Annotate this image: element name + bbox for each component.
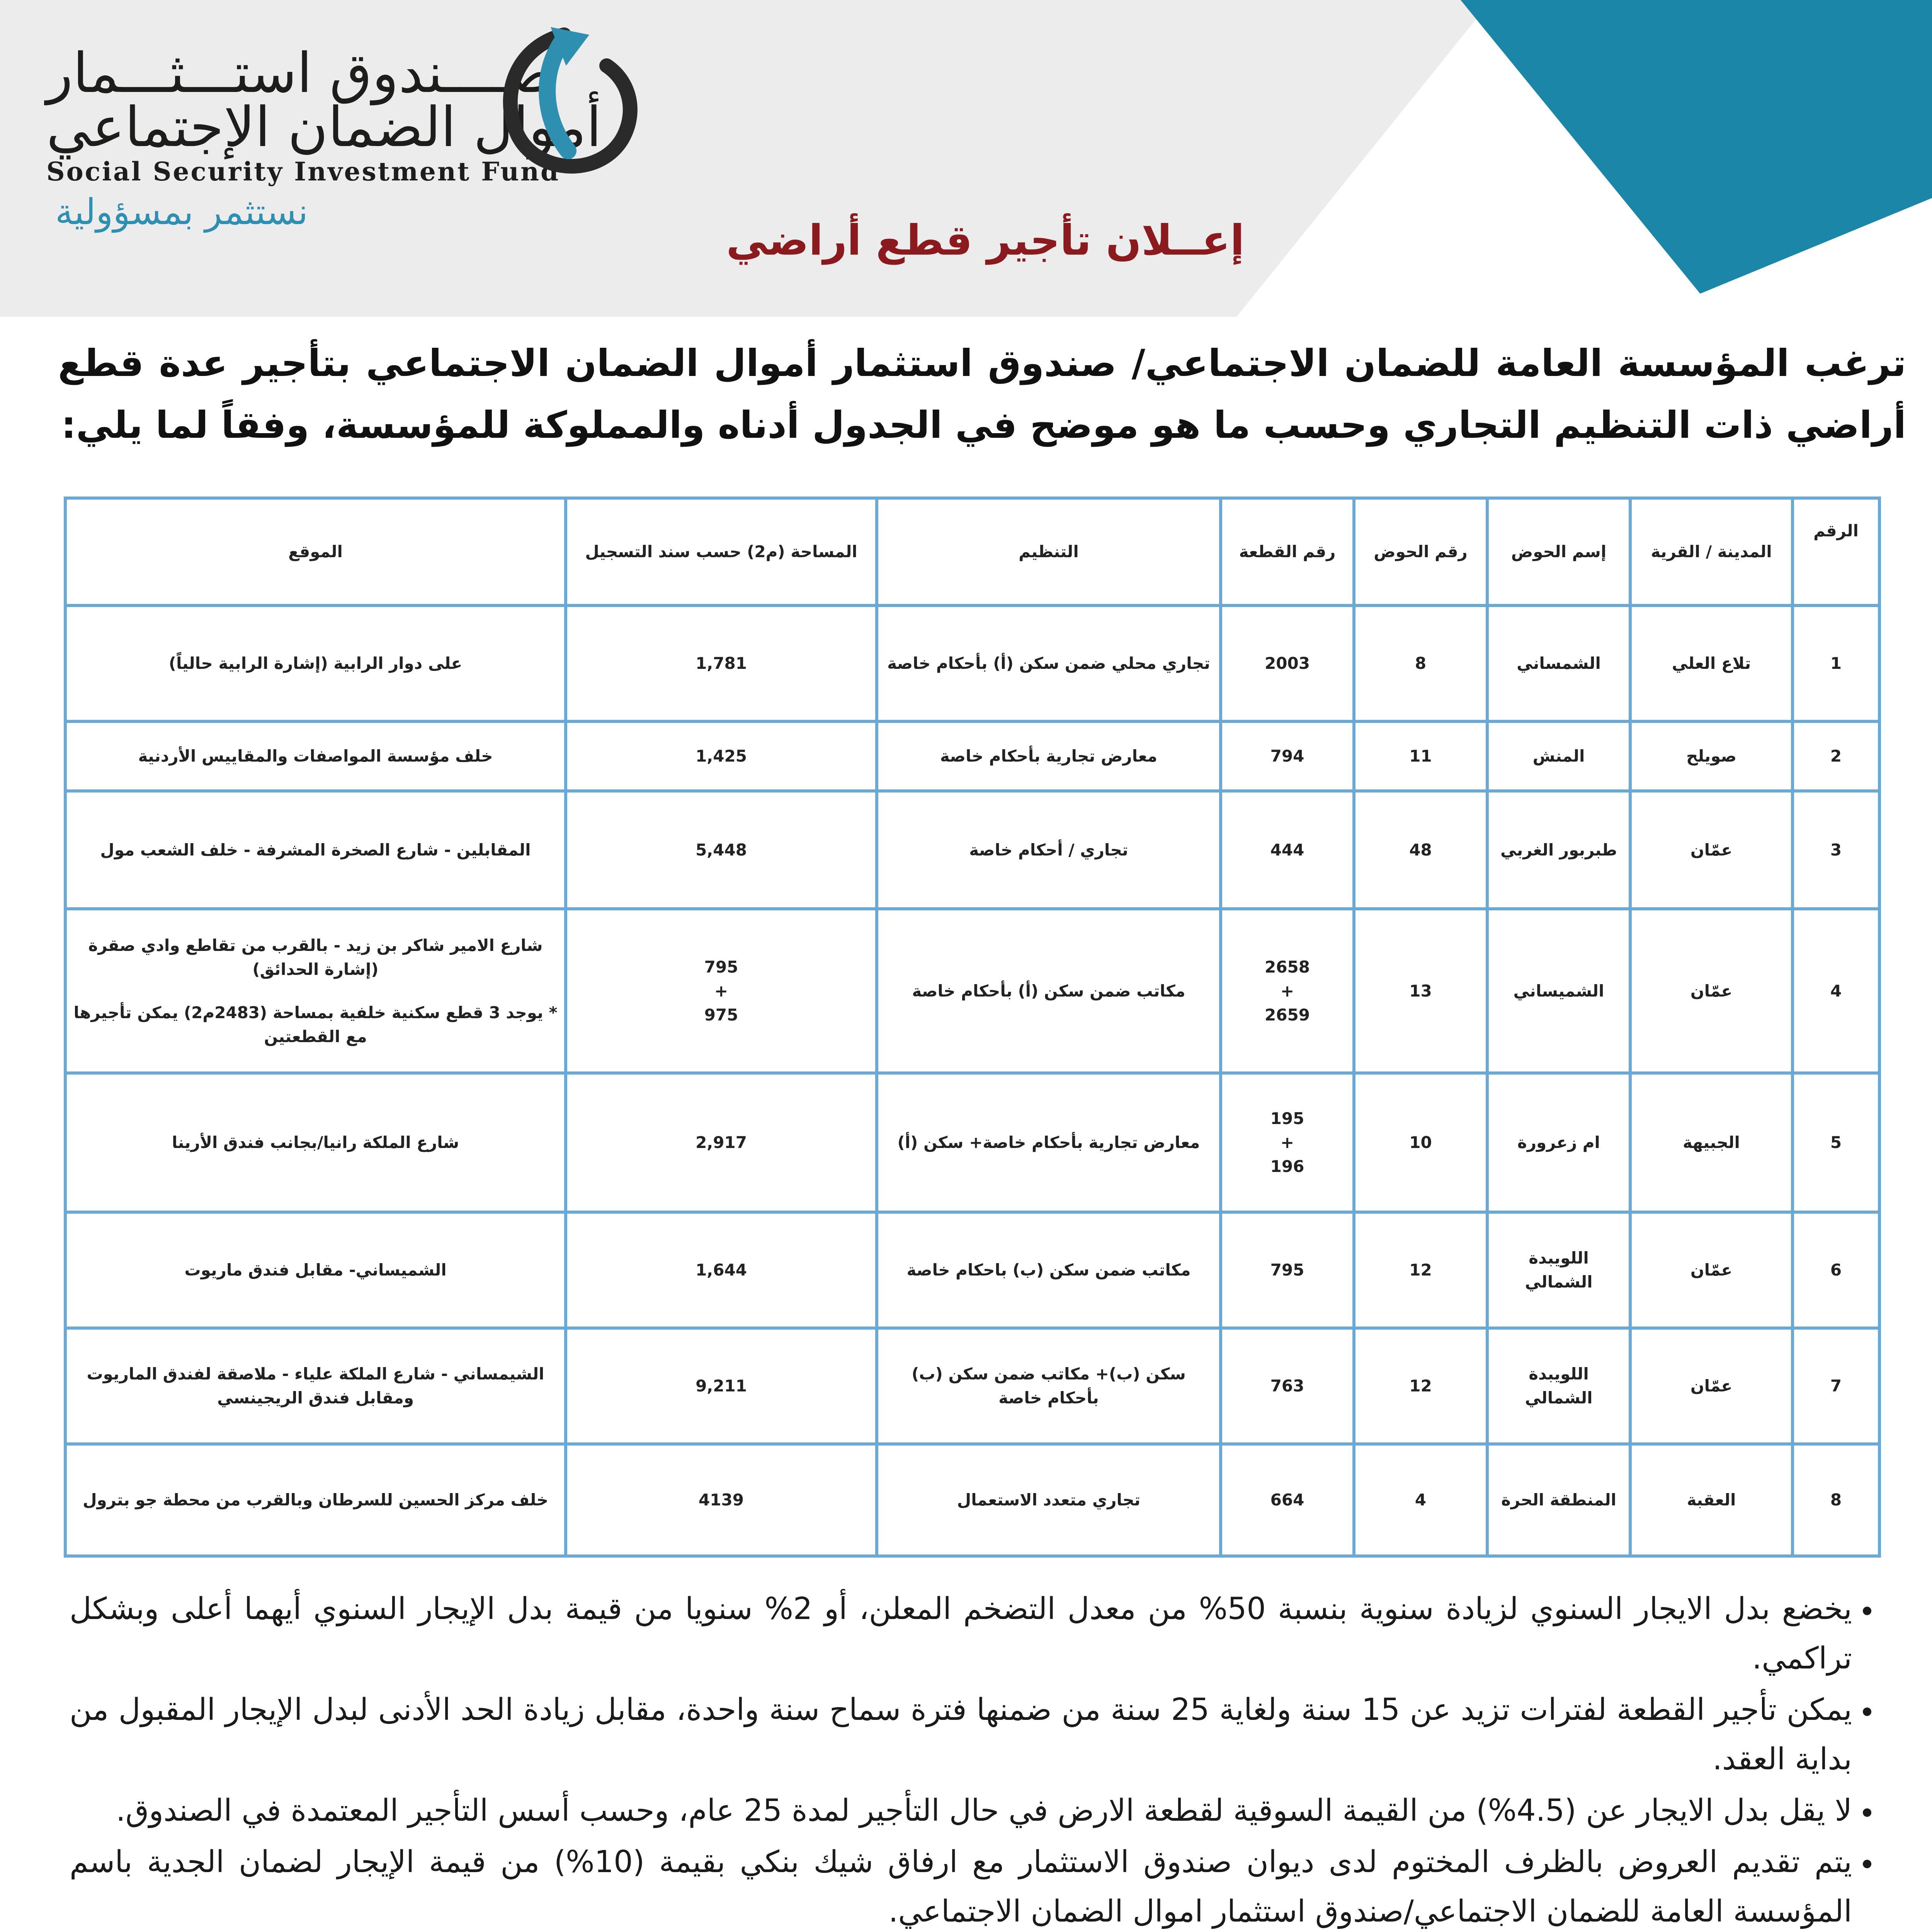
cell-location: خلف مركز الحسين للسرطان وبالقرب من محطة جو بترول <box>65 1444 566 1556</box>
cell-area <box>566 909 877 1073</box>
cell-area: 1,644 <box>566 1212 877 1328</box>
cell-basin-number: 8 <box>1354 605 1487 721</box>
location-main: شارع الامير شاكر بن زيد - بالقرب من تقاطع وادي صقرة (إشارة الحدائق) <box>88 935 543 979</box>
conditions-list <box>70 1584 1898 1932</box>
plot-number-b: 196 <box>1270 1157 1304 1176</box>
cell-basin-number: 4 <box>1354 1444 1487 1556</box>
table-row <box>65 1328 1879 1444</box>
cell-basin-number: 48 <box>1354 791 1487 909</box>
cell-number: 5 <box>1793 1073 1879 1212</box>
cell-city: عمّان <box>1630 791 1793 909</box>
cell-zoning: معارض تجارية بأحكام خاصة <box>877 721 1221 791</box>
cell-city: عمّان <box>1630 909 1793 1073</box>
cell-area: 9,211 <box>566 1328 877 1444</box>
cell-zoning: تجاري متعدد الاستعمال <box>877 1444 1221 1556</box>
table-row <box>65 909 1879 1073</box>
table-row <box>65 605 1879 721</box>
land-plots-table <box>64 497 1881 1558</box>
cell-basin-number: 12 <box>1354 1212 1487 1328</box>
cell-zoning: سكن (ب)+ مكاتب ضمن سكن (ب) بأحكام خاصة <box>877 1328 1221 1444</box>
cell-plot-number: 763 <box>1221 1328 1354 1444</box>
logo-english-name: Social Security Investment Fund <box>46 156 560 187</box>
cell-city: الجبيهة <box>1630 1073 1793 1212</box>
cell-area: 5,448 <box>566 791 877 909</box>
plot-number-plus: + <box>1280 1133 1294 1152</box>
table-row <box>65 791 1879 909</box>
cell-city: عمّان <box>1630 1212 1793 1328</box>
intro-paragraph: ترغب المؤسسة العامة للضمان الاجتماعي/ صندوق استثمار أموال الضمان الاجتماعي بتأجير عدة قطع أراضي ذات التنظيم التجاري وحسب ما هو موضح في الجدول أدناه والمملوكة للمؤسسة، وفقاً لما يلي: <box>58 342 1906 447</box>
plot-number-plus: + <box>1280 981 1294 1000</box>
cell-area: 1,425 <box>566 721 877 791</box>
cell-number: 6 <box>1793 1212 1879 1328</box>
header-cell: رقم الحوض <box>1354 498 1487 605</box>
header-cell: الرقم <box>1793 498 1879 605</box>
cell-number: 4 <box>1793 909 1879 1073</box>
cell-plot-number <box>1221 1073 1354 1212</box>
area-a: 795 <box>704 957 738 976</box>
plot-number-b: 2659 <box>1265 1005 1310 1024</box>
cell-number: 1 <box>1793 605 1879 721</box>
cell-basin-name: الشمساني <box>1487 605 1630 721</box>
area-plus: + <box>714 981 728 1000</box>
cell-zoning: تجاري محلي ضمن سكن (أ) بأحكام خاصة <box>877 605 1221 721</box>
cell-basin-number: 13 <box>1354 909 1487 1073</box>
cell-plot-number: 795 <box>1221 1212 1354 1328</box>
cell-plot-number: 444 <box>1221 791 1354 909</box>
cell-city: تلاع العلي <box>1630 605 1793 721</box>
cell-location <box>65 909 566 1073</box>
table-header-row <box>65 498 1879 605</box>
cell-location: الشيمساني - شارع الملكة علياء - ملاصقة لفندق الماريوت ومقابل فندق الريجينسي <box>65 1328 566 1444</box>
table-row <box>65 1073 1879 1212</box>
cell-basin-name: الشميساني <box>1487 909 1630 1073</box>
cell-number: 2 <box>1793 721 1879 791</box>
area-b: 975 <box>704 1005 738 1024</box>
cell-location: شارع الملكة رانيا/بجانب فندق الأرينا <box>65 1073 566 1212</box>
cell-area: 2,917 <box>566 1073 877 1212</box>
cell-location: على دوار الرابية (إشارة الرابية حالياً) <box>65 605 566 721</box>
cell-basin-name: اللويبدة الشمالي <box>1487 1212 1630 1328</box>
location-note: * يوجد 3 قطع سكنية خلفية بمساحة (2483م2) يمكن تأجيرها مع القطعتين <box>73 1003 558 1046</box>
cell-basin-name: المنش <box>1487 721 1630 791</box>
cell-basin-name: طبربور الغربي <box>1487 791 1630 909</box>
logo-arabic-line-1: صــــندوق استـــثـــمار <box>46 41 555 105</box>
header-cell: التنظيم <box>877 498 1221 605</box>
header-cell: المدينة / القرية <box>1630 498 1793 605</box>
cell-zoning: تجاري / أحكام خاصة <box>877 791 1221 909</box>
plot-number-a: 195 <box>1270 1109 1304 1128</box>
cell-area: 4139 <box>566 1444 877 1556</box>
cell-plot-number: 794 <box>1221 721 1354 791</box>
table-row <box>65 1212 1879 1328</box>
cell-zoning: مكاتب ضمن سكن (ب) باحكام خاصة <box>877 1212 1221 1328</box>
logo-arabic-line-2: أموال الضمان الإجتماعي <box>46 95 602 159</box>
cell-basin-name: اللويبدة الشمالي <box>1487 1328 1630 1444</box>
condition-item: • يمكن تأجير القطعة لفترات تزيد عن 15 سنة ولغاية 25 سنة من ضمنها فترة سماح سنة واحدة، مقابل زيادة الحد الأدنى لبدل الإيجار المقبول من بداية العقد. <box>70 1685 1852 1784</box>
cell-location: الشميساني- مقابل فندق ماريوت <box>65 1212 566 1328</box>
cell-plot-number: 2003 <box>1221 605 1354 721</box>
cell-number: 3 <box>1793 791 1879 909</box>
cell-zoning: معارض تجارية بأحكام خاصة+ سكن (أ) <box>877 1073 1221 1212</box>
table-row <box>65 721 1879 791</box>
header-cell: المساحة (م2) حسب سند التسجيل <box>566 498 877 605</box>
cell-basin-number: 10 <box>1354 1073 1487 1212</box>
condition-item: • يتم تقديم العروض بالظرف المختوم لدى ديوان صندوق الاستثمار مع ارفاق شيك بنكي بقيمة (10%) من قيمة الإيجار لضمان الجدية باسم المؤسسة العامة للضمان الاجتماعي/صندوق استثمار اموال الضمان الاجتماعي. <box>70 1837 1852 1932</box>
cell-number: 7 <box>1793 1328 1879 1444</box>
cell-city: العقبة <box>1630 1444 1793 1556</box>
cell-basin-name: ام زعرورة <box>1487 1073 1630 1212</box>
cell-plot-number <box>1221 909 1354 1073</box>
cell-basin-number: 11 <box>1354 721 1487 791</box>
cell-area: 1,781 <box>566 605 877 721</box>
logo-slogan: نستثمر بمسؤولية <box>55 191 308 233</box>
cell-basin-name: المنطقة الحرة <box>1487 1444 1630 1556</box>
cell-zoning: مكاتب ضمن سكن (أ) بأحكام خاصة <box>877 909 1221 1073</box>
fund-logo <box>0 0 1932 251</box>
cell-location: المقابلين - شارع الصخرة المشرفة - خلف الشعب مول <box>65 791 566 909</box>
cell-plot-number: 664 <box>1221 1444 1354 1556</box>
condition-item: • لا يقل بدل الايجار عن (4.5%) من القيمة السوقية لقطعة الارض في حال التأجير لمدة 25 عام، وحسب أسس التأجير المعتمدة في الصندوق. <box>70 1786 1852 1835</box>
logo-swirl-icon <box>483 23 645 185</box>
cell-basin-number: 12 <box>1354 1328 1487 1444</box>
plot-number-a: 2658 <box>1265 957 1310 976</box>
header-cell: الموقع <box>65 498 566 605</box>
cell-city: عمّان <box>1630 1328 1793 1444</box>
cell-number: 8 <box>1793 1444 1879 1556</box>
condition-item: • يخضع بدل الايجار السنوي لزيادة سنوية بنسبة 50% من معدل التضخم المعلن، أو 2% سنويا من قيمة بدل الإيجار السنوي أيهما أعلى وبشكل تراكمي. <box>70 1584 1852 1683</box>
header-cell: إسم الحوض <box>1487 498 1630 605</box>
cell-city: صويلح <box>1630 721 1793 791</box>
cell-location: خلف مؤسسة المواصفات والمقاييس الأردنية <box>65 721 566 791</box>
table-row <box>65 1444 1879 1556</box>
announcement-title: إعــلان تأجير قطع أراضي <box>726 216 1245 265</box>
header-cell: رقم القطعة <box>1221 498 1354 605</box>
